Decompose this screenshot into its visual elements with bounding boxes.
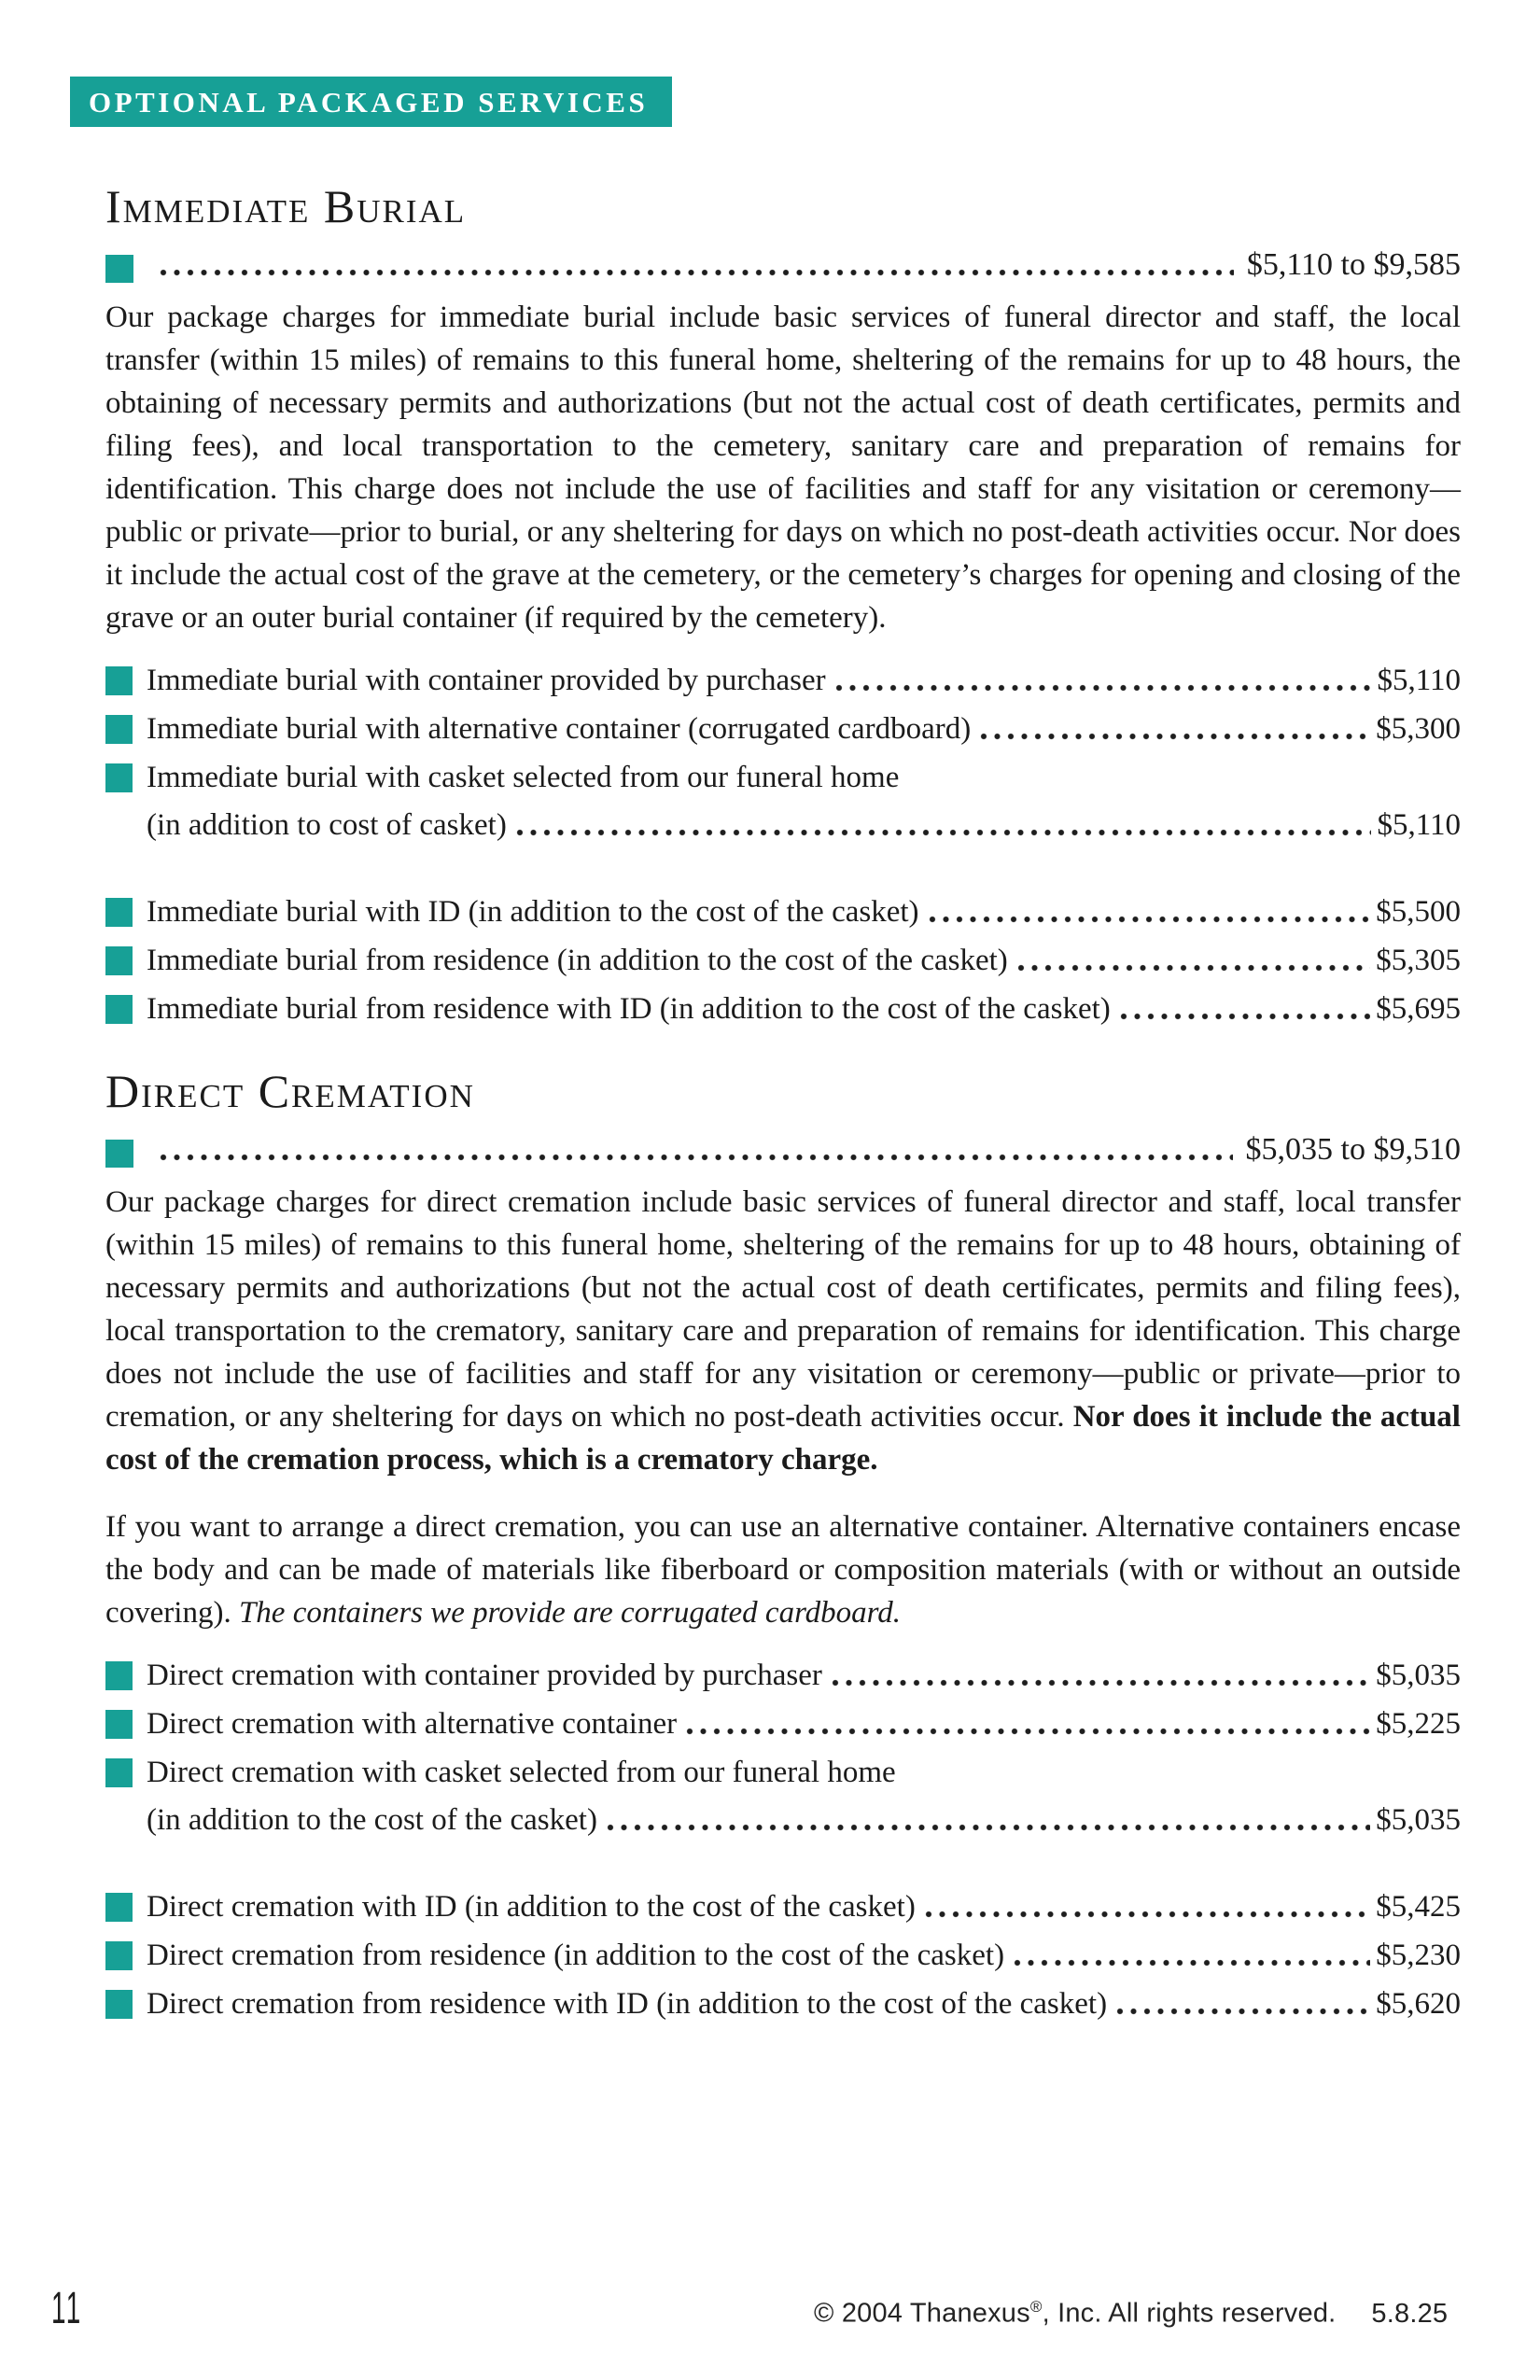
item-label: Direct cremation from residence (in addition to the cost of the casket)	[147, 1939, 1005, 1972]
dot-leader	[832, 1679, 1370, 1687]
price-list-item	[105, 761, 1461, 843]
bullet-square-icon	[105, 1758, 133, 1787]
item-label: Immediate burial with ID (in addition to the cost of the casket)	[147, 895, 919, 929]
price-row	[105, 664, 1461, 698]
price-row	[105, 1707, 1461, 1742]
price-list-item	[105, 1890, 1461, 1925]
dot-leader	[1017, 964, 1370, 972]
bullet-square-icon	[105, 1893, 133, 1922]
price-row	[105, 1659, 1461, 1693]
bullet-square-icon	[105, 1661, 133, 1690]
dot-leader	[1014, 1959, 1370, 1967]
item-label: Direct cremation from residence with ID (in addition to the cost of the casket)	[147, 1987, 1108, 2021]
paragraph-italic-text: The containers we provide are corrugated cardboard.	[238, 1596, 902, 1630]
item-price: $5,695	[1376, 992, 1461, 1026]
dot-leader	[607, 1824, 1370, 1831]
bullet-square-icon	[105, 898, 133, 927]
section-immediate-burial	[105, 181, 1461, 1027]
price-list-item	[105, 944, 1461, 978]
dot-leader	[160, 1154, 1233, 1161]
price-range-row	[105, 1132, 1461, 1168]
price-range-row	[105, 247, 1461, 283]
bullet-square-icon	[105, 666, 133, 695]
dot-leader	[686, 1728, 1370, 1735]
section-title: Immediate Burial	[105, 180, 467, 232]
dot-leader	[1120, 1013, 1371, 1020]
price-list	[105, 1659, 1461, 1838]
bullet-square-icon	[105, 255, 133, 283]
item-label: Immediate burial with alternative container (corrugated cardboard)	[147, 712, 972, 746]
dot-leader	[835, 684, 1372, 692]
copyright-suffix: , Inc. All rights reserved.	[1042, 2298, 1337, 2329]
item-sub-label: (in addition to cost of casket)	[147, 808, 507, 842]
item-price: $5,110	[1377, 664, 1461, 697]
item-label: Direct cremation with ID (in addition to the cost of the casket)	[147, 1890, 916, 1924]
bullet-square-icon	[105, 1941, 133, 1970]
dot-leader	[980, 733, 1370, 740]
price-list-item	[105, 1707, 1461, 1742]
item-price: $5,300	[1376, 712, 1461, 746]
item-price: $5,035	[1376, 1803, 1461, 1837]
item-price: $5,425	[1376, 1890, 1461, 1924]
bullet-square-icon	[105, 1990, 133, 2019]
item-label: Direct cremation with container provided by purchaser	[147, 1659, 822, 1692]
section-paragraph	[105, 1505, 1461, 1634]
price-row	[105, 1939, 1461, 1973]
copyright-line	[814, 2298, 1448, 2330]
item-label: Direct cremation with alternative container	[147, 1707, 678, 1741]
item-label: Immediate burial with casket selected from our funeral home	[147, 761, 900, 794]
price-range: $5,110 to $9,585	[1246, 247, 1461, 282]
bullet-square-icon	[105, 946, 133, 975]
dot-leader	[516, 829, 1372, 836]
price-row	[105, 1987, 1461, 2022]
section-paragraph	[105, 296, 1461, 639]
item-price: $5,230	[1376, 1939, 1461, 1972]
section-direct-cremation	[105, 1066, 1461, 2022]
price-row	[105, 712, 1461, 747]
dot-leader	[160, 269, 1234, 276]
page-number: 11	[51, 2284, 83, 2333]
price-list-item	[105, 664, 1461, 698]
item-price: $5,225	[1376, 1707, 1461, 1741]
item-label: Immediate burial from residence (in addition to the cost of the casket)	[147, 944, 1008, 977]
registered-trademark-icon: ®	[1029, 2298, 1043, 2316]
price-list-item	[105, 1756, 1461, 1838]
bullet-square-icon	[105, 1140, 133, 1168]
price-row	[105, 1890, 1461, 1925]
price-row	[105, 992, 1461, 1027]
paragraph-text: Our package charges for direct cremation include basic services of funeral director and staff, local transfer (within 15 miles) of remains to this funeral home, sheltering of the remains for up to 48 hours, obtaining of necessary permits and authorizations (but not the actual cost of death certificates, permits and filing fees), local transportation to the crematory, sanitary care and preparation of remains for identification. This charge does not include the use of facilities and staff for any visitation or ceremony—public or private—prior to cremation, or any sheltering for days on which no post-death activities occur.	[105, 1185, 1461, 1434]
dot-leader	[925, 1911, 1370, 1918]
item-label: Direct cremation with casket selected from our funeral home	[147, 1756, 896, 1789]
price-list	[105, 895, 1461, 1027]
paragraph-bold-text: Nor does it include the actual cost of the cremation process, which is a crematory charge.	[105, 1400, 1461, 1477]
price-list-item	[105, 712, 1461, 747]
item-label: Immediate burial from residence with ID (in addition to the cost of the casket)	[147, 992, 1111, 1026]
item-price: $5,110	[1377, 808, 1461, 842]
revision-date: 5.8.25	[1371, 2298, 1449, 2329]
bullet-square-icon	[105, 995, 133, 1024]
dot-leader	[929, 916, 1371, 923]
price-row	[105, 944, 1461, 978]
item-sub-label: (in addition to the cost of the casket)	[147, 1803, 597, 1837]
paragraph-text: Our package charges for immediate burial include basic services of funeral director and staff, the local transfer (within 15 miles) of remains to this funeral home, sheltering of the remains for up to 48 hours, the obtaining of necessary permits and authorizations (but not the actual cost of death certificates, permits and filing fees), and local transportation to the cemetery, sanitary care and preparation of remains for identification. This charge does not include the use of facilities and staff for any visitation or ceremony—public or private—prior to burial, or any sheltering for days on which no post-death activities occur. Nor does it include the actual cost of the grave at the cemetery, or the cemetery’s charges for opening and closing of the grave or an outer burial container (if required by the cemetery).	[105, 301, 1461, 635]
price-row-continuation	[105, 1803, 1461, 1838]
price-list-item	[105, 1939, 1461, 1973]
section-paragraph	[105, 1181, 1461, 1481]
item-price: $5,305	[1376, 944, 1461, 977]
price-list-item	[105, 1987, 1461, 2022]
price-list	[105, 664, 1461, 843]
price-list-item	[105, 1659, 1461, 1693]
price-list-item	[105, 895, 1461, 930]
price-row-continuation	[105, 808, 1461, 843]
dot-leader	[1116, 2008, 1370, 2015]
item-price: $5,620	[1376, 1987, 1461, 2021]
price-row	[105, 1756, 1461, 1790]
section-title: Direct Cremation	[105, 1065, 475, 1117]
paragraph-text: If you want to arrange a direct cremation, you can use an alternative container. Alternative containers encase the body and can be made of materials like fiberboard or composition materials (with or without an outside covering).	[105, 1510, 1461, 1630]
item-label: Immediate burial with container provided by purchaser	[147, 664, 826, 697]
page-content	[89, 77, 1461, 2022]
price-list	[105, 1890, 1461, 2022]
price-row	[105, 895, 1461, 930]
banner	[70, 77, 672, 127]
price-row	[105, 761, 1461, 795]
item-price: $5,035	[1376, 1659, 1461, 1692]
bullet-square-icon	[105, 1710, 133, 1739]
price-range: $5,035 to $9,510	[1245, 1132, 1461, 1167]
copyright-prefix: © 2004 Thanexus	[814, 2298, 1030, 2329]
bullet-square-icon	[105, 715, 133, 744]
banner-label: OPTIONAL PACKAGED SERVICES	[89, 86, 649, 119]
bullet-square-icon	[105, 763, 133, 792]
item-price: $5,500	[1376, 895, 1461, 929]
price-list-item	[105, 992, 1461, 1027]
